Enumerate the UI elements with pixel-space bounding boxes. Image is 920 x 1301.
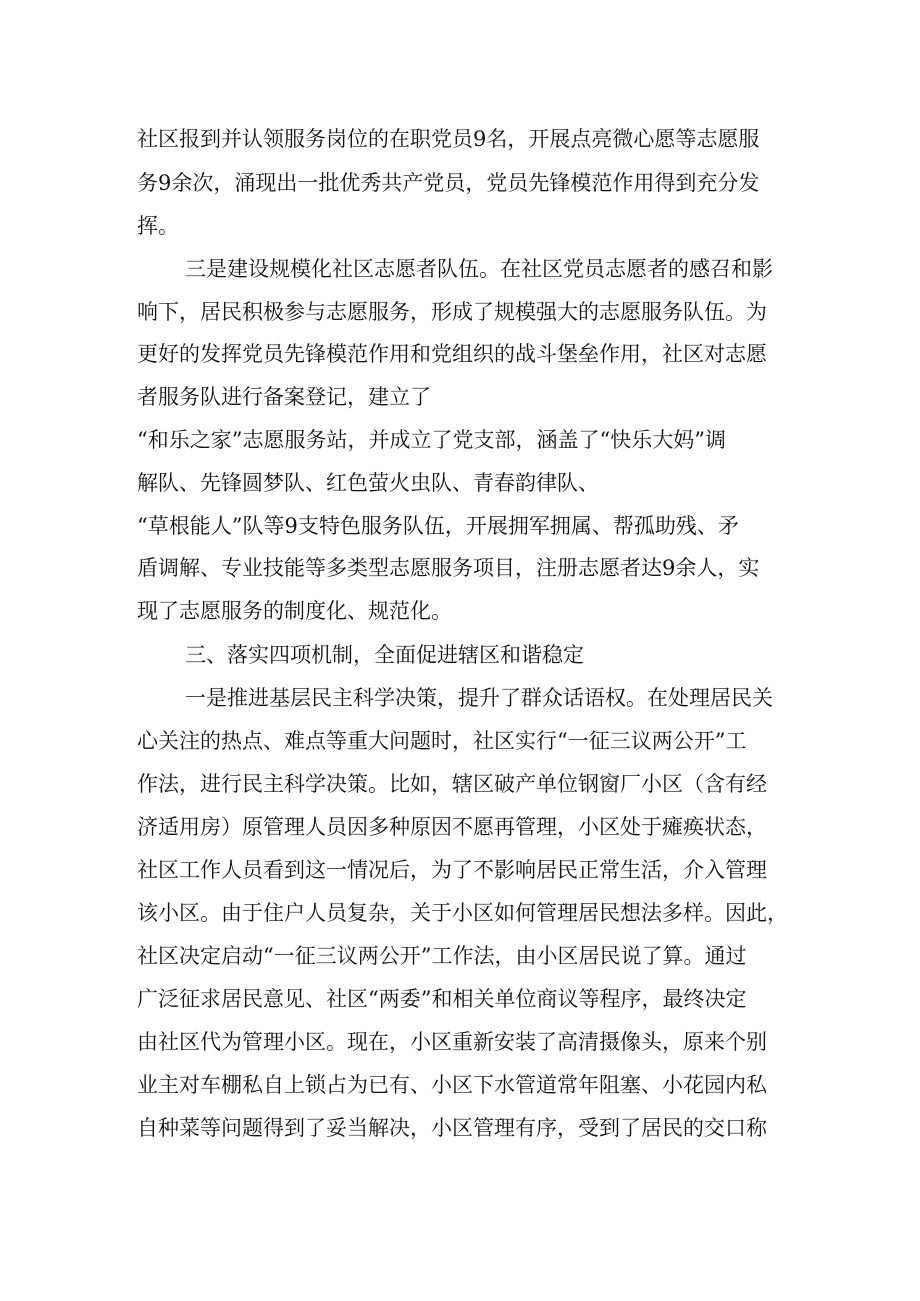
text-line: 自种菜等问题得到了妥当解决，小区管理有序，受到了居民的交口称 [137,1116,767,1140]
paragraph-first-line: 三是建设规模化社区志愿者队伍。在社区党员志愿者的感召和影 [185,257,773,281]
text-line: 该小区。由于住户人员复杂，关于小区如何管理居民想法多样。因此， [137,901,788,925]
text-line: 社区决定启动“一征三议两公开”工作法，由小区居民说了算。通过 [137,944,747,968]
paragraph-first-line: 一是推进基层民主科学决策，提升了群众话语权。在处理居民关 [185,686,773,710]
text-line: 由社区代为管理小区。现在，小区重新安装了高清摄像头，原来个别 [137,1030,767,1054]
text-line: 济适用房）原管理人员因多种原因不愿再管理，小区处于瘫痪状态， [137,815,767,839]
text-line: “草根能人”队等9支特色服务队伍，开展拥军拥属、帮孤助残、矛 [137,514,739,538]
text-line: 挥。 [137,214,179,238]
text-line: 业主对车棚私自上锁占为已有、小区下水管道常年阻塞、小花园内私 [137,1073,767,1097]
text-line: 响下，居民积极参与志愿服务，形成了规模强大的志愿服务队伍。为 [137,300,767,324]
text-line: 盾调解、专业技能等多类型志愿服务项目，注册志愿者达9余人，实 [137,556,760,580]
text-line: 解队、先锋圆梦队、红色萤火虫队、青春韵律队、 [137,471,599,495]
text-line: 更好的发挥党员先锋模范作用和党组织的战斗堡垒作用，社区对志愿 [137,342,767,366]
text-line: “和乐之家”志愿服务站，并成立了党支部，涵盖了“快乐大妈”调 [137,428,726,452]
text-line: 社区报到并认领服务岗位的在职党员9名，开展点亮微心愿等志愿服 [137,127,760,151]
text-line: 心关注的热点、难点等重大问题时，社区实行“一征三议两公开”工 [137,729,747,753]
text-line: 作法，进行民主科学决策。比如，辖区破产单位钢窗厂小区（含有经 [137,772,767,796]
section-heading: 三、落实四项机制，全面促进辖区和谐稳定 [185,643,584,667]
text-line: 现了志愿服务的制度化、规范化。 [137,599,452,623]
text-line: 广泛征求居民意见、社区“两委”和相关单位商议等程序，最终决定 [137,987,747,1011]
text-line: 社区工作人员看到这一情况后，为了不影响居民正常生活，介入管理 [137,858,767,882]
text-line: 务9余次，涌现出一批优秀共产党员，党员先锋模范作用得到充分发 [137,171,760,195]
text-line: 者服务队进行备案登记，建立了 [137,385,431,409]
